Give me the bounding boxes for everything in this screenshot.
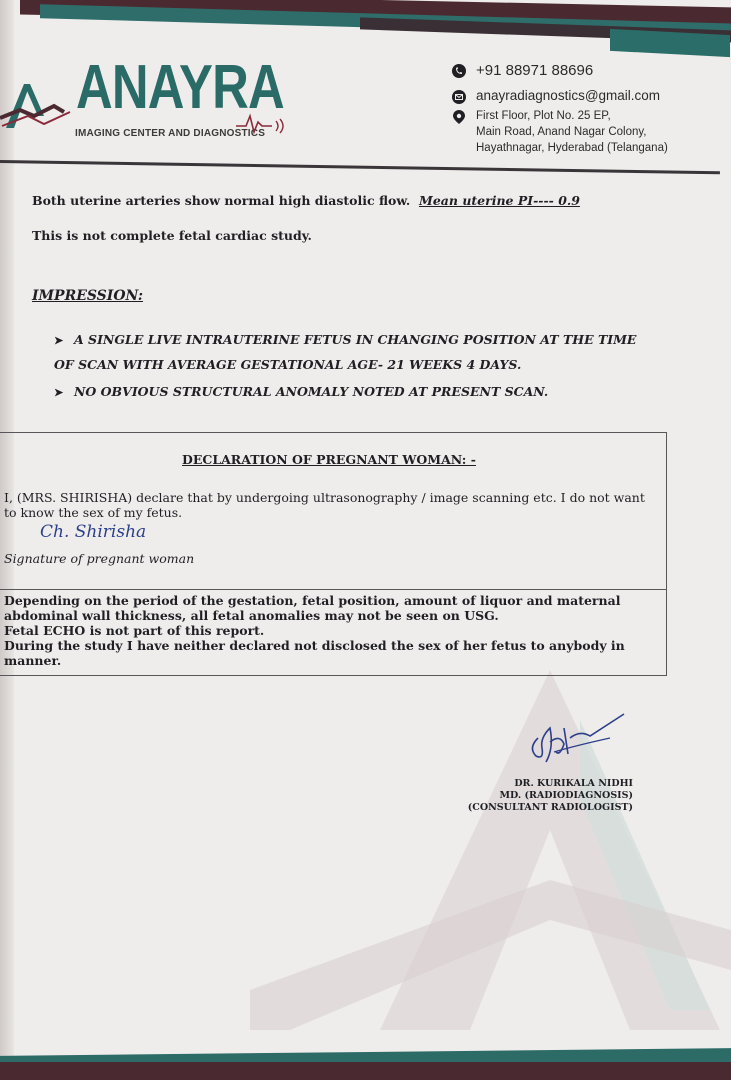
anayra-logo-icon — [0, 66, 80, 138]
disclaimer-line: Fetal ECHO is not part of this report. — [4, 623, 265, 638]
declaration-divider — [0, 589, 667, 590]
impression-heading: IMPRESSION: — [32, 288, 144, 304]
phone-icon — [452, 64, 466, 78]
disclaimer-line: Depending on the period of the gestation, fetal position, amount of liquor and maternal — [4, 593, 621, 608]
brand-tagline: IMAGING CENTER AND DIAGNOSTICS — [75, 128, 266, 139]
contact-phone — [452, 62, 593, 79]
pulse-wave-icon — [236, 112, 296, 134]
footer-decor-band — [0, 1040, 731, 1080]
phone-number: +91 88971 88696 — [476, 62, 594, 79]
disclaimer-line: abdominal wall thickness, all fetal anomalies may not be seen on USG. — [4, 608, 499, 623]
declaration-title: DECLARATION OF PREGNANT WOMAN: - — [182, 452, 476, 467]
doctor-qualification: MD. (RADIODIAGNOSIS) — [499, 790, 633, 801]
email-address: anayradiagnostics@gmail.com — [476, 88, 661, 103]
doctor-name: DR. KURIKALA NIDHI — [514, 778, 633, 789]
disclaimer-note — [4, 593, 666, 668]
impression-item — [54, 380, 548, 405]
patient-signature: Ch. Shirisha — [40, 522, 147, 542]
watermark-logo — [250, 630, 731, 1030]
doctor-details — [468, 778, 633, 814]
location-pin-icon — [452, 110, 466, 124]
address-line-3: Hayathnagar, Hyderabad (Telangana) — [476, 142, 668, 154]
impression-text: NO OBVIOUS STRUCTURAL ANOMALY NOTED AT PRESENT SCAN. — [74, 384, 549, 399]
email-icon — [452, 90, 466, 104]
address-line-1: First Floor, Plot No. 25 EP, — [476, 110, 611, 122]
impression-item — [54, 328, 654, 377]
declaration-statement: I, (MRS. SHIRISHA) declare that by undergoing ultrasonography / image scanning etc. I do not want to know the sex of my fetus. — [4, 490, 645, 520]
header-divider — [0, 160, 720, 174]
cardiac-study-note: This is not complete fetal cardiac study. — [32, 228, 312, 243]
disclaimer-line: manner. — [4, 653, 62, 668]
doctor-signature-image — [520, 708, 630, 768]
header-decor-band — [0, 0, 731, 60]
signature-label: Signature of pregnant woman — [4, 551, 195, 566]
mean-uterine-pi: Mean uterine PI---- 0.9 — [418, 193, 580, 208]
address-line-2: Main Road, Anand Nagar Colony, — [476, 126, 647, 138]
uterine-artery-text: Both uterine arteries show normal high diastolic flow. — [32, 193, 411, 208]
bullet-arrow-icon: ➤ — [54, 334, 64, 347]
uterine-artery-finding — [32, 193, 580, 208]
doctor-designation: (CONSULTANT RADIOLOGIST) — [467, 802, 633, 813]
contact-email — [452, 88, 660, 104]
contact-address — [452, 108, 668, 156]
impression-text: A SINGLE LIVE INTRAUTERINE FETUS IN CHANGING POSITION AT THE TIME OF SCAN WITH AVERAGE GESTATIONAL AGE- 21 WEEKS 4 DAYS. — [54, 332, 637, 372]
disclaimer-line: During the study I have neither declared not disclosed the sex of her fetus to anybody in — [4, 638, 625, 653]
bullet-arrow-icon: ➤ — [54, 386, 64, 399]
brand-name: ANAYRA — [76, 53, 284, 122]
